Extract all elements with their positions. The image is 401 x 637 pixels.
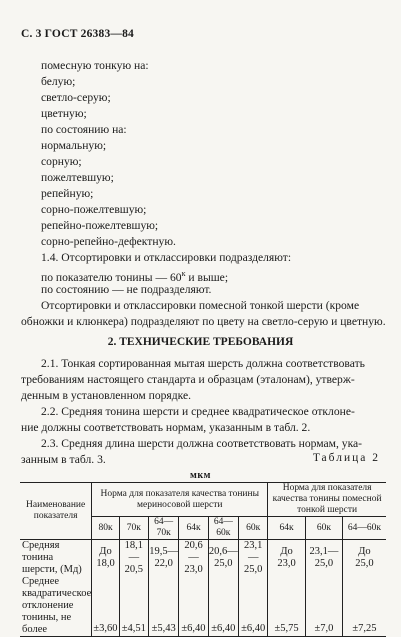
col-param-header: Наименование показателя [20,483,92,540]
table-cell: До 25,0 [342,540,386,577]
table-units: мкм [190,470,211,481]
norms-table [20,482,386,637]
row-param: Среднее квадратическое отклонение тонины, не более [22,576,92,635]
subcol-header: 70к [119,517,148,540]
table-cell: 20,6— 23,0 [179,540,208,577]
table-cell: 19,5— 22,0 [148,540,179,577]
group-merino-header: Норма для показателя качества тонины мериносовой шерсти [92,483,268,517]
paragraph-line: занным в табл. 3. [21,453,106,466]
text-line: белую; [41,75,76,88]
text-line: репейно-пожелтевшую; [41,219,159,232]
text-line: сорно-пожелтевшую; [41,203,147,216]
table-cell: До 23,0 [268,540,306,577]
table-row [20,540,386,577]
text-line: цветную; [41,107,87,120]
paragraph-line: 2.1. Тонкая сортированная мытая шерсть должна соответствовать [41,357,365,370]
table-cell: ±5,43 [148,576,179,637]
fineness-sup: к [181,269,186,278]
text-line: репейную; [41,187,94,200]
table-cell: ±7,0 [305,576,342,637]
subcol-header: 60к [239,517,268,540]
page-header: С. 3 ГОСТ 26383—84 [21,28,134,40]
clause-1-4-state: по состоянию — не подразделяют. [41,283,212,296]
table-cell: ±5,75 [268,576,306,637]
paragraph-line: денным в установленном порядке. [21,389,192,402]
subcol-header: 60к [305,517,342,540]
table-cell: ±3,60 [92,576,120,637]
paragraph-line: 2.2. Средняя тонина шерсти и среднее квадратическое отклоне- [41,405,355,418]
group-crossbred-header: Норма для показателя качества тонины помесной тонкой шерсти [268,483,386,517]
row-param: Средняя тонина шерсти, (Мд) [20,540,92,577]
subcol-header: 64к [268,517,306,540]
text-line: помесную тонкую на: [41,59,149,72]
subcol-header: 64—70к [148,517,179,540]
table-cell: 20,6— 25,0 [208,540,239,577]
table-caption: Таблица 2 [312,452,380,464]
fineness-tail: и выше; [185,270,229,284]
paragraph-line: 2.3. Средняя длина шерсти должна соответствовать нормам, ука- [41,437,363,450]
table-cell: До 18,0 [92,540,120,577]
section-title: 2. ТЕХНИЧЕСКИЕ ТРЕБОВАНИЯ [107,336,294,348]
text-line: сорную; [41,155,82,168]
subcol-header: 80к [92,517,120,540]
table-cell: 23,1— 25,0 [239,540,268,577]
table-cell: 18,1— 20,5 [119,540,148,577]
text-line: нормальную; [41,139,107,152]
text-line: обножки и клюнкера) подразделяют по цвету на светло-серую и цветную. [21,315,386,328]
text-line: светло-серую; [41,91,111,104]
subcol-header: 64—60к [342,517,386,540]
text-line: сорно-репейно-дефектную. [41,235,176,248]
clause-1-4: 1.4. Отсортировки и отклассировки подразделяют: [41,251,292,264]
text-line: Отсортировки и отклассировки помесной тонкой шерсти (кроме [41,299,360,312]
subcol-header: 64к [179,517,208,540]
paragraph-line: ние должны соответствовать нормам, указанным в табл. 2. [21,421,311,434]
table-row [20,576,386,637]
text-line: пожелтевшую; [41,171,114,184]
table-cell: ±6,40 [179,576,208,637]
table-cell: ±6,40 [239,576,268,637]
text-line: по состоянию на: [41,123,127,136]
table-cell: ±6,40 [208,576,239,637]
subcol-header: 64—60к [208,517,239,540]
table-cell: ±4,51 [119,576,148,637]
table-cell: ±7,25 [342,576,386,637]
table-cell: 23,1— 25,0 [305,540,342,577]
paragraph-line: требованиям настоящего стандарта и образцам (эталонам), утверж- [21,373,355,386]
fineness-text: по показателю тонины — 60 [41,270,182,284]
